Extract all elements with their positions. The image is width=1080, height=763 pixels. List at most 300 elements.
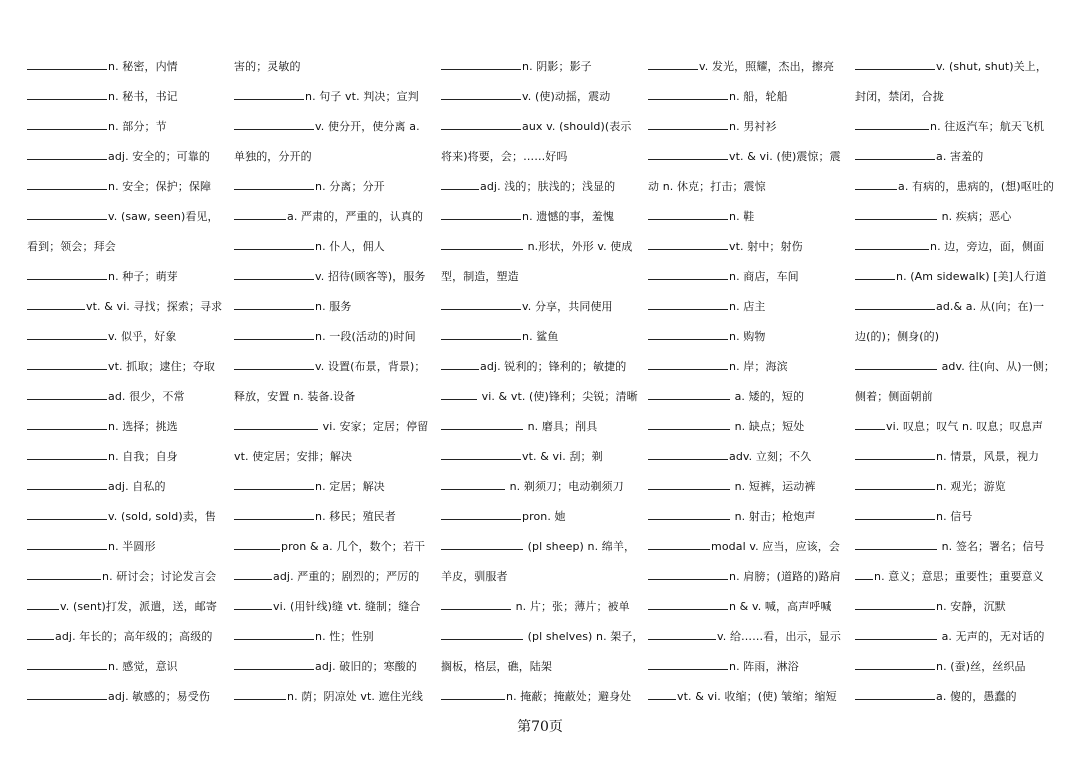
answer-blank[interactable] <box>855 448 935 460</box>
vocab-entry <box>648 652 855 682</box>
vocab-entry <box>441 82 648 112</box>
definition-text: adj. 严重的；剧烈的；严厉的 <box>273 570 420 583</box>
definition-text: v. (saw, seen)看见， <box>108 210 219 223</box>
answer-blank[interactable] <box>27 118 107 130</box>
vocab-entry <box>27 682 234 712</box>
vocab-entry <box>648 322 855 352</box>
vocab-entry <box>27 502 234 532</box>
vocab-entry <box>441 682 648 712</box>
vocab-column-3 <box>441 52 648 712</box>
vocab-entry <box>27 532 234 562</box>
vocab-entry <box>27 232 234 262</box>
answer-blank[interactable] <box>27 658 107 670</box>
answer-blank[interactable] <box>648 478 730 490</box>
vocab-entry <box>234 622 441 652</box>
answer-blank[interactable] <box>441 208 521 220</box>
vocab-entry <box>27 322 234 352</box>
answer-blank[interactable] <box>855 358 937 370</box>
vocab-entry <box>855 502 1067 532</box>
answer-blank[interactable] <box>27 418 107 430</box>
definition-text: n. 种子；萌芽 <box>108 270 178 283</box>
definition-text: n. (Am sidewalk) [美]人行道 <box>896 270 1047 283</box>
answer-blank[interactable] <box>648 688 676 700</box>
definition-text: aux v. (should)(表示 <box>522 120 632 133</box>
vocab-entry <box>855 172 1067 202</box>
vocab-entry <box>855 262 1067 292</box>
definition-text: n. 自我；自身 <box>108 450 178 463</box>
vocab-entry <box>27 652 234 682</box>
definition-text: a. 有病的，患病的，(想)呕吐的 <box>898 180 1055 193</box>
definition-text: n. 店主 <box>729 300 766 313</box>
answer-blank[interactable] <box>441 688 505 700</box>
answer-blank[interactable] <box>441 298 521 310</box>
page-number: 第70页 <box>517 719 563 735</box>
vocab-entry <box>234 682 441 712</box>
definition-text: 动 n. 休克；打击；震惊 <box>648 180 766 193</box>
vocab-entry <box>234 142 441 172</box>
vocab-entry <box>234 382 441 412</box>
definition-text: n. 边，旁边，面，侧面 <box>930 240 1045 253</box>
answer-blank[interactable] <box>855 538 937 550</box>
definition-text: n. 安静，沉默 <box>936 600 1006 613</box>
vocab-entry <box>648 592 855 622</box>
answer-blank[interactable] <box>234 598 272 610</box>
answer-blank[interactable] <box>234 208 286 220</box>
definition-text: v. 设置(布景，背景)； <box>315 360 426 373</box>
vocab-entry <box>648 502 855 532</box>
answer-blank[interactable] <box>27 328 107 340</box>
answer-blank[interactable] <box>441 508 521 520</box>
vocab-entry <box>855 622 1067 652</box>
definition-text: 封闭，禁闭，合拢 <box>855 90 944 103</box>
vocab-entry <box>648 112 855 142</box>
answer-blank[interactable] <box>855 148 935 160</box>
definition-text: vt. 抓取；逮住；夺取 <box>108 360 216 373</box>
answer-blank[interactable] <box>27 688 107 700</box>
answer-blank[interactable] <box>234 178 314 190</box>
vocab-entry <box>648 622 855 652</box>
definition-text: v. 给……看，出示，显示 <box>717 630 841 643</box>
answer-blank[interactable] <box>648 358 728 370</box>
definition-text: 将来)将要，会；……好吗 <box>441 150 568 163</box>
vocab-entry <box>234 112 441 142</box>
definition-text: a. 害羞的 <box>936 150 984 163</box>
definition-text: n. 半圆形 <box>108 540 156 553</box>
vocab-entry <box>27 592 234 622</box>
definition-text: n. 商店，车间 <box>729 270 799 283</box>
vocab-entry <box>441 232 648 262</box>
vocab-entry <box>648 202 855 232</box>
definition-text: 边(的)；侧身(的) <box>855 330 940 343</box>
definition-text: 侧着；侧面朝前 <box>855 390 933 403</box>
answer-blank[interactable] <box>648 418 730 430</box>
vocab-column-4 <box>648 52 855 712</box>
definition-text: n. 射击；枪炮声 <box>731 510 816 523</box>
answer-blank[interactable] <box>648 148 728 160</box>
definition-text: n. 安全；保护；保障 <box>108 180 212 193</box>
answer-blank[interactable] <box>441 448 521 460</box>
answer-blank[interactable] <box>648 208 728 220</box>
vocab-entry <box>648 532 855 562</box>
definition-text: v. (sent)打发，派遣，送，邮寄 <box>60 600 217 613</box>
answer-blank[interactable] <box>648 448 728 460</box>
answer-blank[interactable] <box>27 298 85 310</box>
vocab-entry <box>27 262 234 292</box>
definition-text: vt. & vi. 收缩；(使) 皱缩；缩短 <box>677 690 837 703</box>
answer-blank[interactable] <box>234 418 318 430</box>
definition-text: n. 荫；阴凉处 vt. 遮住光线 <box>287 690 423 703</box>
vocab-entry <box>648 412 855 442</box>
answer-blank[interactable] <box>27 478 107 490</box>
definition-text: 看到；领会；拜会 <box>27 240 116 253</box>
vocab-entry <box>441 502 648 532</box>
answer-blank[interactable] <box>234 568 272 580</box>
vocab-entry <box>855 292 1067 322</box>
vocab-entry <box>855 52 1067 82</box>
definition-text: n. 遗憾的事，羞愧 <box>522 210 614 223</box>
answer-blank[interactable] <box>27 628 54 640</box>
definition-text: n. 缺点；短处 <box>731 420 805 433</box>
definition-text: n. 一段(活动的)时间 <box>315 330 416 343</box>
definition-text: n. 感觉，意识 <box>108 660 178 673</box>
answer-blank[interactable] <box>855 58 935 70</box>
answer-blank[interactable] <box>234 238 314 250</box>
definition-text: ad.& a. 从(向；在)一 <box>936 300 1045 313</box>
answer-blank[interactable] <box>648 568 728 580</box>
definition-text: n. 男衬衫 <box>729 120 777 133</box>
answer-blank[interactable] <box>648 538 710 550</box>
vocab-entry <box>855 142 1067 172</box>
answer-blank[interactable] <box>234 88 304 100</box>
vocab-entry <box>234 592 441 622</box>
answer-blank[interactable] <box>441 628 523 640</box>
answer-blank[interactable] <box>441 598 511 610</box>
vocab-entry <box>648 172 855 202</box>
definition-text: n. 鞋 <box>729 210 755 223</box>
vocab-entry <box>648 382 855 412</box>
answer-blank[interactable] <box>234 298 314 310</box>
definition-text: adj. 锐利的；锋利的；敏捷的 <box>480 360 627 373</box>
answer-blank[interactable] <box>27 58 107 70</box>
definition-text: n. 服务 <box>315 300 352 313</box>
vocab-entry <box>855 352 1067 382</box>
answer-blank[interactable] <box>27 358 107 370</box>
definition-text: vi. & vt. (使)锋利；尖锐；清晰 <box>478 390 638 403</box>
vocab-entry <box>855 682 1067 712</box>
definition-text: 型，制造，塑造 <box>441 270 519 283</box>
definition-text: adj. 安全的；可靠的 <box>108 150 210 163</box>
vocab-entry <box>441 412 648 442</box>
vocab-entry <box>27 292 234 322</box>
answer-blank[interactable] <box>441 118 521 130</box>
vocab-entry <box>234 532 441 562</box>
answer-blank[interactable] <box>855 238 929 250</box>
vocab-entry <box>441 382 648 412</box>
answer-blank[interactable] <box>855 178 897 190</box>
definition-text: ad. 很少，不常 <box>108 390 185 403</box>
vocab-entry <box>441 532 648 562</box>
answer-blank[interactable] <box>648 88 728 100</box>
answer-blank[interactable] <box>648 328 728 340</box>
answer-blank[interactable] <box>855 478 935 490</box>
answer-blank[interactable] <box>648 238 728 250</box>
answer-blank[interactable] <box>234 658 314 670</box>
definition-text: v. 似乎，好象 <box>108 330 177 343</box>
answer-blank[interactable] <box>648 118 728 130</box>
vocab-entry <box>27 412 234 442</box>
definition-text: n. 肩膀；(道路的)路肩 <box>729 570 841 583</box>
definition-text: n. 购物 <box>729 330 766 343</box>
answer-blank[interactable] <box>441 178 479 190</box>
definition-text: n. 信号 <box>936 510 973 523</box>
answer-blank[interactable] <box>234 358 314 370</box>
vocab-entry <box>27 172 234 202</box>
answer-blank[interactable] <box>855 568 873 580</box>
definition-text: n & v. 喊，高声呼喊 <box>729 600 832 613</box>
definition-text: n. 性；性别 <box>315 630 374 643</box>
definition-text: vi. (用针线)缝 vt. 缝制；缝合 <box>273 600 421 613</box>
answer-blank[interactable] <box>648 628 716 640</box>
definition-text: n. 定居；解决 <box>315 480 385 493</box>
vocab-entry <box>441 112 648 142</box>
definition-text: pron. 她 <box>522 510 566 523</box>
answer-blank[interactable] <box>441 388 477 400</box>
vocab-entry <box>234 262 441 292</box>
definition-text: adj. 浅的；肤浅的；浅显的 <box>480 180 616 193</box>
answer-blank[interactable] <box>855 628 937 640</box>
answer-blank[interactable] <box>27 178 107 190</box>
vocab-entry <box>27 472 234 502</box>
definition-text: v. 分享，共同使用 <box>522 300 613 313</box>
answer-blank[interactable] <box>855 208 937 220</box>
vocab-entry <box>27 562 234 592</box>
vocab-entry <box>234 202 441 232</box>
vocab-entry <box>441 622 648 652</box>
vocab-entry <box>855 322 1067 352</box>
answer-blank[interactable] <box>234 118 314 130</box>
answer-blank[interactable] <box>234 688 286 700</box>
vocab-entry <box>234 232 441 262</box>
vocab-entry <box>855 412 1067 442</box>
vocab-entry <box>855 82 1067 112</box>
answer-blank[interactable] <box>648 658 728 670</box>
vocab-entry <box>648 232 855 262</box>
answer-blank[interactable] <box>234 508 314 520</box>
answer-blank[interactable] <box>648 508 730 520</box>
answer-blank[interactable] <box>234 538 280 550</box>
vocab-entry <box>27 382 234 412</box>
vocab-entry <box>648 682 855 712</box>
answer-blank[interactable] <box>234 328 314 340</box>
vocab-entry <box>234 82 441 112</box>
definition-text: n. 情景，风景，视力 <box>936 450 1040 463</box>
vocab-entry <box>855 442 1067 472</box>
answer-blank[interactable] <box>855 598 935 610</box>
definition-text: (pl shelves) n. 架子， <box>524 630 644 643</box>
answer-blank[interactable] <box>27 568 101 580</box>
vocab-entry <box>855 232 1067 262</box>
vocab-column-2 <box>234 52 441 712</box>
vocab-entry <box>441 352 648 382</box>
answer-blank[interactable] <box>234 268 314 280</box>
vocab-entry <box>234 292 441 322</box>
answer-blank[interactable] <box>441 478 505 490</box>
answer-blank[interactable] <box>855 658 935 670</box>
vocab-entry <box>234 472 441 502</box>
answer-blank[interactable] <box>441 358 479 370</box>
vocab-entry <box>234 442 441 472</box>
definition-text: a. 矮的，短的 <box>731 390 805 403</box>
answer-blank[interactable] <box>441 88 521 100</box>
definition-text: n. 签名；署名；信号 <box>938 540 1045 553</box>
definition-text: 羊皮，驯服者 <box>441 570 508 583</box>
answer-blank[interactable] <box>27 538 107 550</box>
answer-blank[interactable] <box>27 208 107 220</box>
answer-blank[interactable] <box>648 298 728 310</box>
vocab-entry <box>234 562 441 592</box>
vocab-entry <box>648 52 855 82</box>
vocab-entry <box>855 592 1067 622</box>
answer-blank[interactable] <box>27 88 107 100</box>
definition-text: vt. & vi. 寻找；探索；寻求 <box>86 300 223 313</box>
definition-text: adv. 立刻；不久 <box>729 450 812 463</box>
answer-blank[interactable] <box>648 598 728 610</box>
vocab-entry <box>855 532 1067 562</box>
definition-text: n. 研讨会；讨论发言会 <box>102 570 217 583</box>
definition-text: n. 阴影；影子 <box>522 60 592 73</box>
vocab-entry <box>441 262 648 292</box>
definition-text: vt. & vi. 刮；剃 <box>522 450 603 463</box>
definition-text: a. 傻的，愚蠢的 <box>936 690 1017 703</box>
definition-text: n. 鲨鱼 <box>522 330 559 343</box>
definition-text: (pl sheep) n. 绵羊， <box>524 540 636 553</box>
vocab-entry <box>648 262 855 292</box>
vocab-entry <box>234 172 441 202</box>
vocab-entry <box>27 82 234 112</box>
answer-blank[interactable] <box>648 388 730 400</box>
definition-text: n. 疾病；恶心 <box>938 210 1012 223</box>
definition-text: adj. 自私的 <box>108 480 166 493</box>
vocab-entry <box>234 52 441 82</box>
definition-text: n.形状，外形 v. 使成 <box>524 240 633 253</box>
vocab-entry <box>27 52 234 82</box>
definition-text: n. 掩蔽；掩蔽处；避身处 <box>506 690 632 703</box>
answer-blank[interactable] <box>27 148 107 160</box>
definition-text: vt. 射中；射伤 <box>729 240 803 253</box>
vocab-entry <box>441 52 648 82</box>
vocab-column-5 <box>855 52 1067 712</box>
definition-text: n. 秘密，内情 <box>108 60 178 73</box>
answer-blank[interactable] <box>234 478 314 490</box>
vocab-entry <box>855 382 1067 412</box>
answer-blank[interactable] <box>855 118 929 130</box>
vocab-entry <box>855 112 1067 142</box>
answer-blank[interactable] <box>855 268 895 280</box>
vocab-entry <box>855 202 1067 232</box>
answer-blank[interactable] <box>27 268 107 280</box>
answer-blank[interactable] <box>855 508 935 520</box>
answer-blank[interactable] <box>441 418 523 430</box>
definition-text: vi. 安家；定居；停留 <box>319 420 429 433</box>
definition-text: n. 部分；节 <box>108 120 167 133</box>
definition-text: v. 发光，照耀，杰出，擦亮 <box>699 60 835 73</box>
definition-text: n. 分离；分开 <box>315 180 385 193</box>
answer-blank[interactable] <box>27 388 107 400</box>
answer-blank[interactable] <box>441 328 521 340</box>
vocab-entry <box>234 652 441 682</box>
answer-blank[interactable] <box>27 598 59 610</box>
vocab-entry <box>648 292 855 322</box>
definition-text: n. 意义；意思；重要性；重要意义 <box>874 570 1044 583</box>
definition-text: 搁板，格层，礁，陆架 <box>441 660 552 673</box>
definition-text: n. 剃须刀；电动剃须刀 <box>506 480 624 493</box>
vocab-entry <box>441 592 648 622</box>
definition-text: n. 磨具；削具 <box>524 420 598 433</box>
answer-blank[interactable] <box>441 238 523 250</box>
definition-text: v. 招待(顾客等)，服务 <box>315 270 426 283</box>
definition-text: n. 选择；挑选 <box>108 420 178 433</box>
answer-blank[interactable] <box>855 418 885 430</box>
answer-blank[interactable] <box>648 58 698 70</box>
vocab-entry <box>27 202 234 232</box>
vocab-entry <box>27 352 234 382</box>
vocab-entry <box>441 172 648 202</box>
vocab-entry <box>27 112 234 142</box>
definition-text: n. 句子 vt. 判决；宣判 <box>305 90 419 103</box>
definition-text: adj. 敏感的；易受伤 <box>108 690 210 703</box>
definition-text: 害的；灵敏的 <box>234 60 301 73</box>
definition-text: v. 使分开，使分离 a. <box>315 120 420 133</box>
vocab-entry <box>441 562 648 592</box>
vocab-entry <box>441 202 648 232</box>
definition-text: adj. 破旧的；寒酸的 <box>315 660 417 673</box>
vocab-entry <box>648 472 855 502</box>
definition-text: vt. & vi. (使)震惊；震 <box>729 150 841 163</box>
definition-text: n. 片；张；薄片；被单 <box>512 600 630 613</box>
definition-text: n. 观光；游览 <box>936 480 1006 493</box>
answer-blank[interactable] <box>648 268 728 280</box>
vocabulary-columns <box>27 52 1067 712</box>
vocab-entry <box>27 622 234 652</box>
vocab-entry <box>441 652 648 682</box>
answer-blank[interactable] <box>27 448 107 460</box>
answer-blank[interactable] <box>855 688 935 700</box>
answer-blank[interactable] <box>855 298 935 310</box>
vocab-entry <box>441 142 648 172</box>
definition-text: n. 船，轮船 <box>729 90 788 103</box>
definition-text: 释放，安置 n. 装备.设备 <box>234 390 356 403</box>
definition-text: modal v. 应当，应该，会 <box>711 540 840 553</box>
vocab-column-1 <box>27 52 234 712</box>
answer-blank[interactable] <box>27 508 107 520</box>
vocab-entry <box>648 562 855 592</box>
definition-text: n. 短裤，运动裤 <box>731 480 816 493</box>
definition-text: n. 移民；殖民者 <box>315 510 396 523</box>
answer-blank[interactable] <box>441 538 523 550</box>
definition-text: adj. 年长的；高年级的；高级的 <box>55 630 213 643</box>
answer-blank[interactable] <box>441 58 521 70</box>
vocab-entry <box>441 472 648 502</box>
definition-text: v. (shut, shut)关上， <box>936 60 1047 73</box>
vocab-entry <box>27 142 234 172</box>
definition-text: n. 秘书，书记 <box>108 90 178 103</box>
vocab-entry <box>234 352 441 382</box>
definition-text: vi. 叹息；叹气 n. 叹息；叹息声 <box>886 420 1043 433</box>
answer-blank[interactable] <box>234 628 314 640</box>
definition-text: n. 仆人，佣人 <box>315 240 385 253</box>
definition-text: a. 无声的，无对话的 <box>938 630 1045 643</box>
vocab-entry <box>855 562 1067 592</box>
